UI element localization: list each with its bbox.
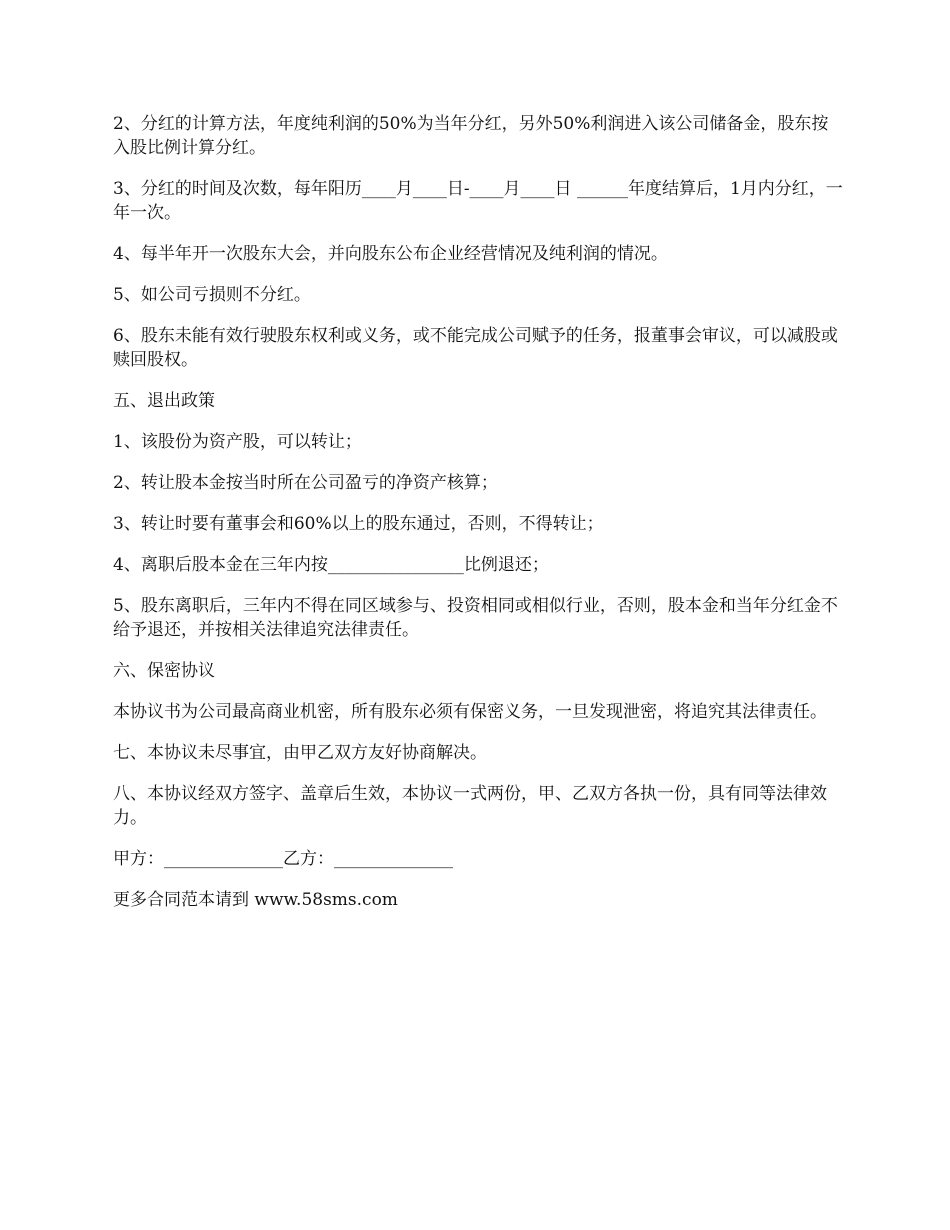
section-effectiveness: 八、本协议经双方签字、盖章后生效，本协议一式两份，甲、乙双方各执一份，具有同等法律效力。 [113,784,827,828]
clause-shareholder-obligations: 6、股东未能有效行驶股东权利或义务，或不能完成公司赋予的任务，报董事会审议，可以减股或赎回股权。 [113,326,838,370]
signature-line: 甲方：______________乙方：______________ [113,849,453,869]
footer-more-templates: 更多合同范本请到 www.58sms.com [113,890,398,910]
section-heading-exit-policy: 五、退出政策 [113,391,215,411]
clause-dividend-calculation: 2、分红的计算方法，年度纯利润的50%为当年分红，另外50%利润进入该公司储备金，股东按入股比例计算分红。 [113,114,829,158]
section-heading-confidentiality: 六、保密协议 [113,661,215,681]
clause-no-dividend-on-loss: 5、如公司亏损则不分红。 [113,285,311,305]
document-page [113,112,843,929]
clause-confidentiality: 本协议书为公司最高商业机密，所有股东必须有保密义务，一旦发现泄密，将追究其法律责任。 [113,702,827,722]
section-unresolved-matters: 七、本协议未尽事宜，由甲乙双方友好协商解决。 [113,743,487,763]
clause-non-compete: 5、股东离职后，三年内不得在同区域参与、投资相同或相似行业，否则，股本金和当年分红金不给予退还，并按相关法律追究法律责任。 [113,596,838,640]
clause-transfer-approval: 3、转让时要有董事会和60%以上的股东通过，否则，不得转让； [113,514,604,534]
clause-resignation-refund: 4、离职后股本金在三年内按________________比例退还； [113,555,549,575]
clause-shareholder-meeting: 4、每半年开一次股东大会，并向股东公布企业经营情况及纯利润的情况。 [113,244,668,264]
clause-transferable-shares: 1、该股份为资产股，可以转让； [113,432,362,452]
clause-transfer-valuation: 2、转让股本金按当时所在公司盈亏的净资产核算； [113,473,498,493]
clause-dividend-timing: 3、分红的时间及次数，每年阳历____月____日-____月____日 ______年度结算后，1月内分红，一年一次。 [113,179,843,223]
